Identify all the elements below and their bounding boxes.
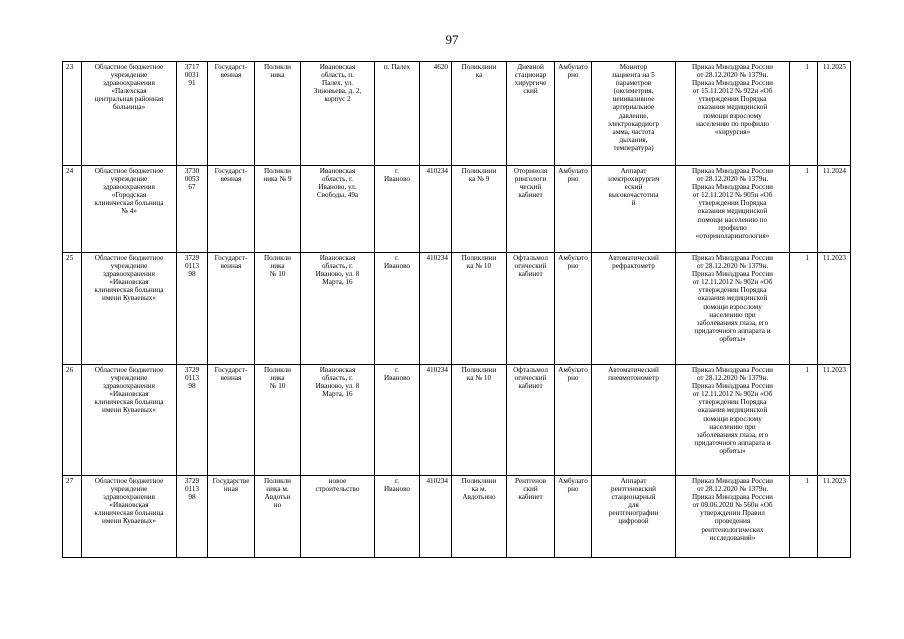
equipment-register-table: [62, 61, 851, 558]
institution-name: Областное бюджетное учреждение здравоохранения «Ивановская клиническая больница имени Куваевых»: [82, 253, 177, 365]
address: Ивановская область, г. Иваново, ул. 8 Марта, 16: [301, 365, 375, 476]
regulation-order: Приказ Минздрава России от 28.12.2020 № 1379н. Приказ Минздрава России от 12.11.2012 № 905н «Об утверждении Порядка оказания медицинской помощи населению по профилю «оториноларингология»: [676, 166, 790, 253]
quantity: 1: [790, 62, 818, 166]
institution-name: Областное бюджетное учреждение здравоохранения «Городская клиническая больница № 4»: [82, 166, 177, 253]
division-name: Поликли ника № 9: [255, 166, 301, 253]
locality: п. Палех: [375, 62, 420, 166]
ownership-form: Государст- венная: [208, 166, 255, 253]
institution-code: 3729 0113 98: [177, 476, 208, 558]
quantity: 1: [790, 476, 818, 558]
table-row: [63, 365, 851, 476]
equipment-name: Аппарат электрохирургич еский высокочастотны й: [592, 166, 676, 253]
postal-code: 4620: [420, 62, 452, 166]
postal-code: 410234: [420, 365, 452, 476]
locality: г. Иваново: [375, 365, 420, 476]
ownership-form: Государст- венная: [208, 365, 255, 476]
quantity: 1: [790, 253, 818, 365]
unit-name: Поликлини ка м. Авдотьино: [452, 476, 507, 558]
department-name: Офтальмол огический кабинет: [507, 365, 555, 476]
address: Ивановская область, п. Палех, ул. Зиновьева, д. 2, корпус 2: [301, 62, 375, 166]
division-name: Поликли ника № 10: [255, 253, 301, 365]
delivery-date: 11.2023: [818, 476, 851, 558]
equipment-name: Монитор пациента на 5 параметров (оксиметрия, неинвазивное артериальное давление, электрокардиогр амма, частота дыхания, температура): [592, 62, 676, 166]
care-type: Амбулато рно: [555, 476, 592, 558]
division-name: Поликли ника м. Авдотьи но: [255, 476, 301, 558]
department-name: Офтальмол огический кабинет: [507, 253, 555, 365]
address: Ивановская область, г. Иваново, ул. Свободы, 49а: [301, 166, 375, 253]
institution-code: 3729 0113 98: [177, 253, 208, 365]
table-row: [63, 166, 851, 253]
delivery-date: 11.2023: [818, 253, 851, 365]
care-type: Амбулато рно: [555, 253, 592, 365]
page-number: 97: [445, 32, 459, 47]
address: новое строительство: [301, 476, 375, 558]
care-type: Амбулато рно: [555, 62, 592, 166]
regulation-order: Приказ Минздрава России от 28.12.2020 № 1379н. Приказ Минздрава России от 09.06.2020 № 560н «Об утверждении Правил проведения рентгенологических исследований»: [676, 476, 790, 558]
postal-code: 410234: [420, 253, 452, 365]
row-number: 25: [63, 253, 82, 365]
unit-name: Поликлини ка № 9: [452, 166, 507, 253]
row-number: 26: [63, 365, 82, 476]
unit-name: Поликлини ка № 10: [452, 253, 507, 365]
ownership-form: Государст- венная: [208, 62, 255, 166]
ownership-form: Государст- венная: [208, 253, 255, 365]
quantity: 1: [790, 166, 818, 253]
equipment-name: Автоматический пневмотонометр: [592, 365, 676, 476]
locality: г. Иваново: [375, 476, 420, 558]
department-name: Рентгенов ский кабинет: [507, 476, 555, 558]
quantity: 1: [790, 365, 818, 476]
division-name: Поликли ника № 10: [255, 365, 301, 476]
unit-name: Поликлини ка № 10: [452, 365, 507, 476]
equipment-name: Автоматический рефрактометр: [592, 253, 676, 365]
locality: г. Иваново: [375, 253, 420, 365]
locality: г. Иваново: [375, 166, 420, 253]
equipment-name: Аппарат рентгеновский стационарный для рентгенографии цифровой: [592, 476, 676, 558]
institution-name: Областное бюджетное учреждение здравоохранения «Палехская центральная районная больница»: [82, 62, 177, 166]
regulation-order: Приказ Минздрава России от 28.12.2020 № 1379н. Приказ Минздрава России от 12.11.2012 № 902н «Об утверждении Порядка оказания медицинской помощи взрослому населению при заболеваниях глаза, его придаточного аппарата и орбиты»: [676, 253, 790, 365]
regulation-order: Приказ Минздрава России от 28.12.2020 № 1379н. Приказ Минздрава России от 15.11.2012 № 922н «Об утверждении Порядка оказания медицинской помощи взрослому населению по профилю «хирургия»: [676, 62, 790, 166]
institution-code: 3730 0053 67: [177, 166, 208, 253]
delivery-date: 11.2024: [818, 166, 851, 253]
postal-code: 410234: [420, 166, 452, 253]
care-type: Амбулато рно: [555, 365, 592, 476]
delivery-date: 11.2025: [818, 62, 851, 166]
row-number: 23: [63, 62, 82, 166]
table-row: [63, 476, 851, 558]
care-type: Амбулато рно: [555, 166, 592, 253]
division-name: Поликли ника: [255, 62, 301, 166]
institution-name: Областное бюджетное учреждение здравоохранения «Ивановская клиническая больница имени Куваевых»: [82, 365, 177, 476]
row-number: 27: [63, 476, 82, 558]
table-row: [63, 62, 851, 166]
institution-code: 3717 0031 91: [177, 62, 208, 166]
ownership-form: Государстве нная: [208, 476, 255, 558]
institution-code: 3729 0113 98: [177, 365, 208, 476]
table-row: [63, 253, 851, 365]
department-name: Оториноля рингологи ческий кабинет: [507, 166, 555, 253]
address: Ивановская область, г. Иваново, ул. 8 Марта, 16: [301, 253, 375, 365]
unit-name: Поликлини ка: [452, 62, 507, 166]
delivery-date: 11.2023: [818, 365, 851, 476]
row-number: 24: [63, 166, 82, 253]
regulation-order: Приказ Минздрава России от 28.12.2020 № 1379н. Приказ Минздрава России от 12.11.2012 № 902н «Об утверждении Порядка оказания медицинской помощи взрослому населению при заболеваниях глаза, его придаточного аппарата и орбиты»: [676, 365, 790, 476]
institution-name: Областное бюджетное учреждение здравоохранения «Ивановская клиническая больница имени Куваевых»: [82, 476, 177, 558]
department-name: Дневной стационар хирургиче ский: [507, 62, 555, 166]
postal-code: 410234: [420, 476, 452, 558]
